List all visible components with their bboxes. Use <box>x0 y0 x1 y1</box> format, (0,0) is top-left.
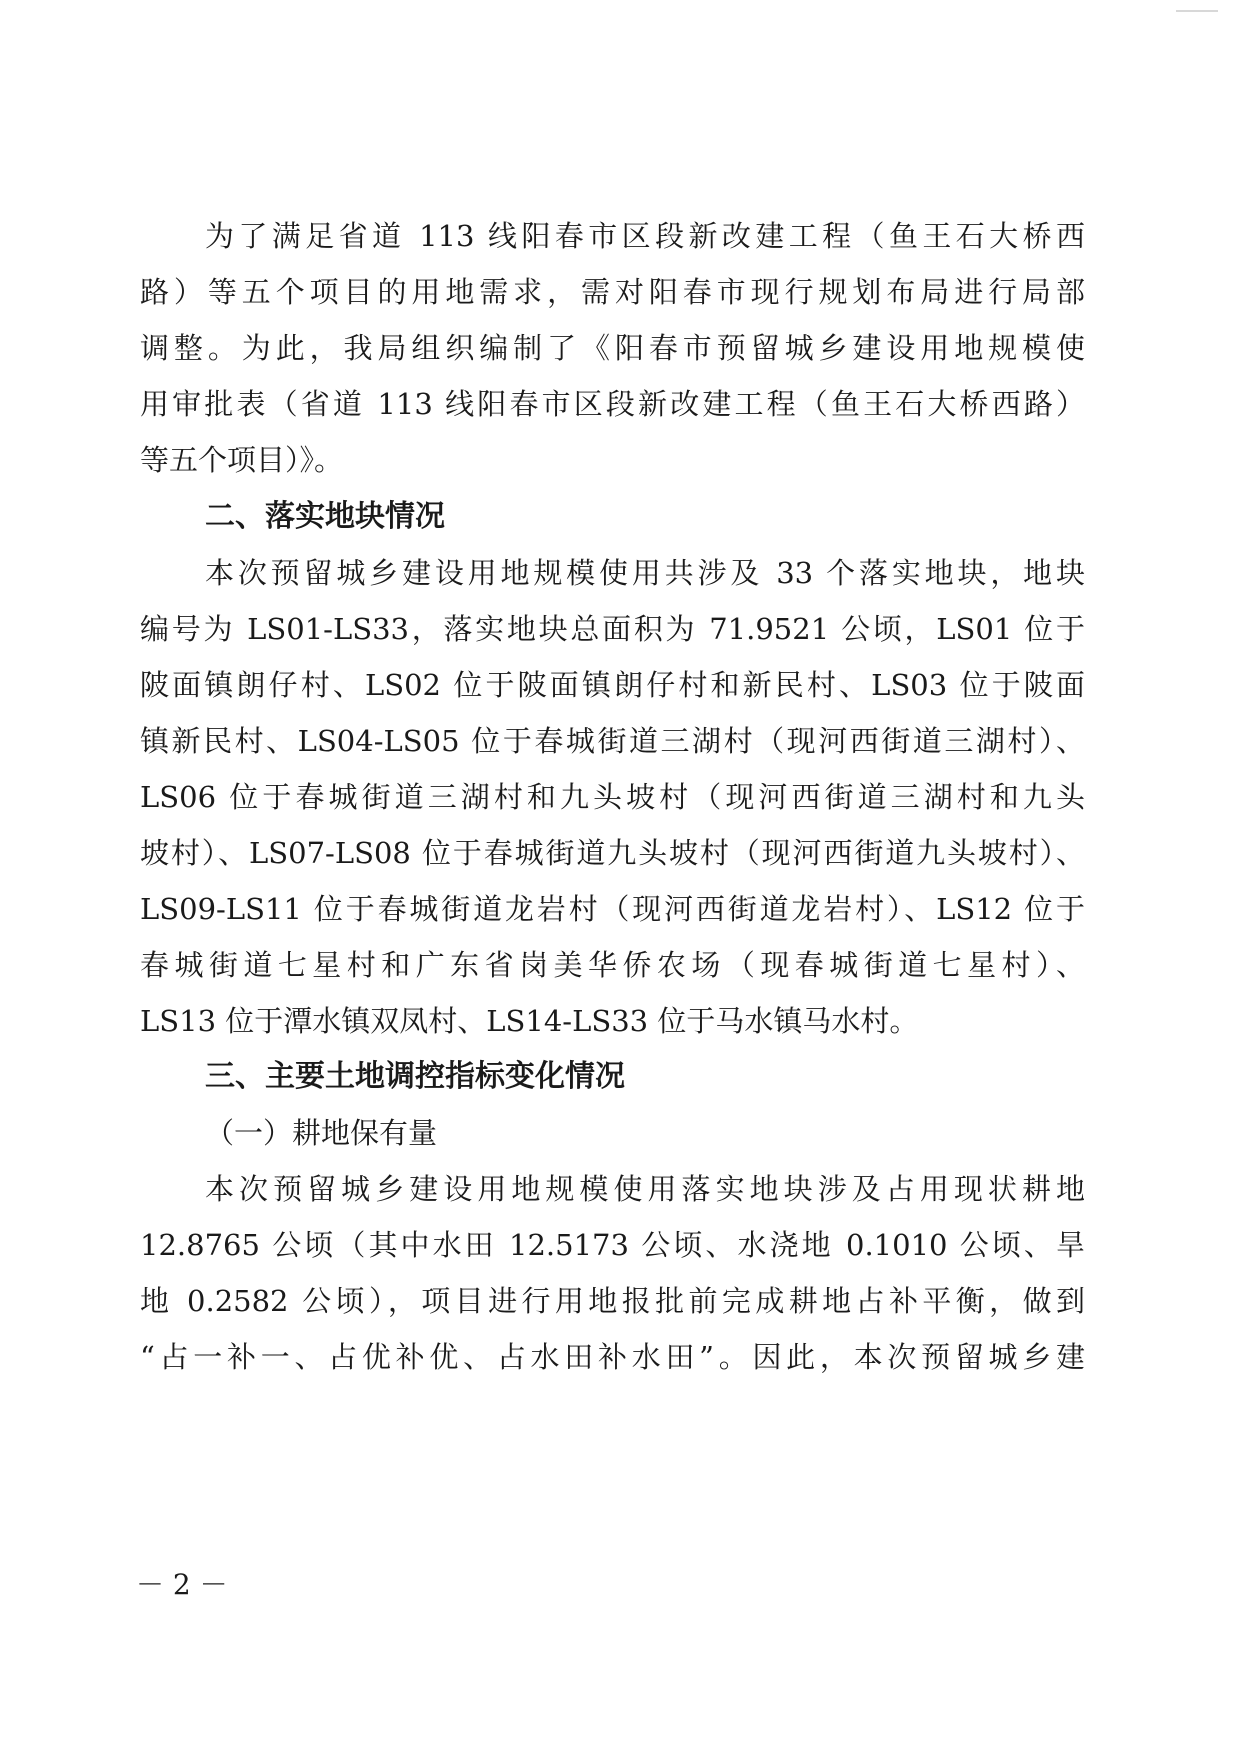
paragraph-2-line-9: LS13 位于潭水镇双凤村、LS14-LS33 位于马水镇马水村。 <box>140 1004 919 1038</box>
paragraph-2-line-3: 陂面镇朗仔村、LS02 位于陂面镇朗仔村和新民村、LS03 位于陂面 <box>140 668 1085 702</box>
paragraph-3-line-3: 地 0.2582 公顷），项目进行用地报批前完成耕地占补平衡，做到 <box>140 1284 1085 1318</box>
paragraph-1-line-2: 路）等五个项目的用地需求，需对阳春市现行规划布局进行局部 <box>140 275 1085 309</box>
subsection-heading-3-1: （一）耕地保有量 <box>205 1116 438 1150</box>
scan-corner-mark <box>1176 10 1218 12</box>
paragraph-3-line-4: “占一补一、占优补优、占水田补水田”。因此，本次预留城乡建 <box>140 1340 1085 1374</box>
paragraph-3-line-1: 本次预留城乡建设用地规模使用落实地块涉及占用现状耕地 <box>205 1172 1085 1206</box>
paragraph-1-line-1: 为了满足省道 113 线阳春市区段新改建工程（鱼王石大桥西 <box>205 219 1085 253</box>
section-heading-3: 三、主要土地调控指标变化情况 <box>205 1059 625 1094</box>
paragraph-2-line-1: 本次预留城乡建设用地规模使用共涉及 33 个落实地块，地块 <box>205 556 1085 590</box>
paragraph-2-line-7: LS09-LS11 位于春城街道龙岩村（现河西街道龙岩村）、LS12 位于 <box>140 892 1085 926</box>
section-heading-2: 二、落实地块情况 <box>205 499 445 534</box>
paragraph-1-line-4: 用审批表（省道 113 线阳春市区段新改建工程（鱼王石大桥西路） <box>140 387 1085 421</box>
paragraph-1-line-5: 等五个项目）》。 <box>140 443 344 477</box>
paragraph-2-line-5: LS06 位于春城街道三湖村和九头坡村（现河西街道三湖村和九头 <box>140 780 1085 814</box>
paragraph-1-line-3: 调整。为此，我局组织编制了《阳春市预留城乡建设用地规模使 <box>140 331 1085 365</box>
paragraph-2-line-8: 春城街道七星村和广东省岗美华侨农场（现春城街道七星村）、 <box>140 948 1085 982</box>
paragraph-2-line-2: 编号为 LS01-LS33，落实地块总面积为 71.9521 公顷，LS01 位于 <box>140 612 1085 646</box>
paragraph-2-line-4: 镇新民村、LS04-LS05 位于春城街道三湖村（现河西街道三湖村）、 <box>140 724 1085 758</box>
paragraph-2-line-6: 坡村）、LS07-LS08 位于春城街道九头坡村（现河西街道九头坡村）、 <box>140 836 1085 870</box>
paragraph-3-line-2: 12.8765 公顷（其中水田 12.5173 公顷、水浇地 0.1010 公顷、旱 <box>140 1228 1085 1262</box>
page-number: － 2 － <box>136 1568 228 1601</box>
